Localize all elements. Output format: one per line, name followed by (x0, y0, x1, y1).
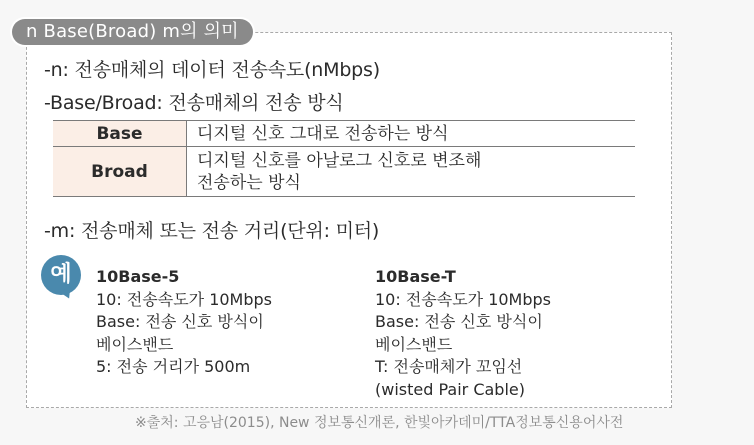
example-line: 베이스밴드 (375, 334, 453, 354)
example-title: 10Base-5 (96, 267, 180, 286)
table-desc-base (187, 121, 636, 147)
example-line: 10: 전송속도가 10Mbps (96, 289, 273, 309)
table-desc-line: 디지털 신호를 아날로그 신호로 변조해 (197, 150, 482, 171)
example-line: Base: 전송 신호 방식이 (96, 312, 264, 331)
example-line: 5: 전송 거리가 500m (96, 357, 251, 376)
example-line: T: 전송매체가 꼬임선 (375, 357, 523, 376)
table-term-broad: Broad (53, 147, 187, 197)
table-desc-broad (187, 147, 636, 197)
example-title: 10Base-T (375, 267, 456, 286)
transmission-method-table (53, 120, 635, 197)
example-badge-icon: 예 (41, 255, 81, 295)
table-desc-line: 디지털 신호 그대로 전송하는 방식 (197, 123, 449, 144)
example-10base5 (96, 266, 272, 379)
source-citation: ※출처: 고응남(2015), New 정보통신개론, 한빛아카데미/TTA정보통신용어사전 (135, 415, 624, 431)
example-10baset (375, 266, 551, 401)
table-desc-line: 전송하는 방식 (197, 172, 301, 193)
table-term-base: Base (53, 121, 187, 147)
example-line: Base: 전송 신호 방식이 (375, 312, 543, 331)
section-title: n Base(Broad) m의 의미 (12, 19, 253, 45)
line-m-definition: -m: 전송매체 또는 전송 거리(단위: 미터) (44, 220, 380, 242)
example-line: (wisted Pair Cable) (375, 379, 525, 399)
table-row (53, 147, 635, 197)
example-line: 베이스밴드 (96, 334, 174, 354)
table-row (53, 121, 635, 147)
line-n-definition: -n: 전송매체의 데이터 전송속도(nMbps) (44, 59, 380, 81)
example-line: 10: 전송속도가 10Mbps (375, 289, 552, 309)
line-base-broad-definition: -Base/Broad: 전송매체의 전송 방식 (44, 92, 344, 114)
